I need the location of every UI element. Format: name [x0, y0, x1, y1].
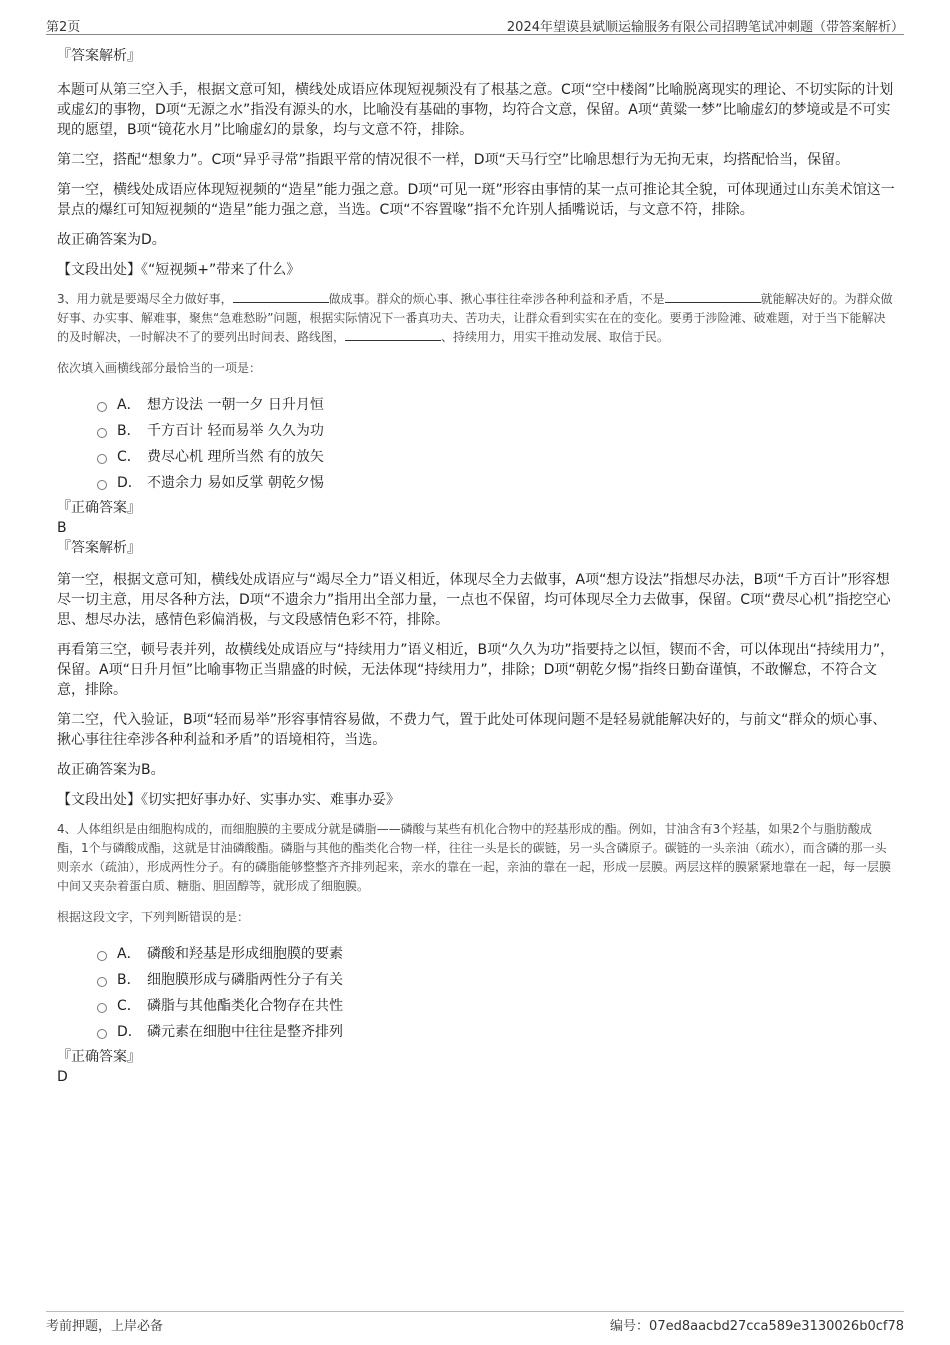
q2-analysis-label: 『答案解析』 — [57, 48, 141, 64]
document-title: 2024年望谟县斌顺运输服务有限公司招聘笔试冲刺题（带答案解析） — [506, 20, 904, 35]
q3-stem: 3、用力就是要竭尽全力做好事， 做成事。群众的烦心事、揪心事往往牵涉各种利益和矛盾，不是 就能解决好的。为群众做好事、办实事、解难事，聚焦“急难愁盼”问题，根据实际情况下一番真功夫、苦功夫，让群众看到实实在在的变化。要勇于涉险滩、破难题，对于当下能解决的及时解决，一时解决不了的要列出时间表、路线图， 、持续用力，用实干推动发展、取信于民。 — [57, 292, 893, 344]
q3-answer-statement: 故正确答案为B。 — [57, 762, 165, 778]
q3-option-c[interactable]: C． 费尽心机 理所当然 有的放矢 — [97, 444, 895, 470]
radio-icon[interactable] — [97, 454, 107, 464]
main-content — [57, 46, 895, 1087]
q4-options — [57, 941, 895, 1045]
q2-source: 【文段出处】《“短视频+”带来了什么》 — [57, 262, 301, 278]
q4-correct-answer: D — [57, 1069, 68, 1085]
page-footer — [46, 1311, 904, 1335]
q3-analysis-paragraph: 再看第三空，顿号表并列，故横线处成语应与“持续用力”语义相近，B项“久久为功”指要持之以恒，锲而不舍，可以体现出“持续用力”，保留。A项“日升月恒”比喻事物正当鼎盛的时候，无法体现“持续用力”，排除；D项“朝乾夕惕”指终日勤奋谨慎，不敢懈怠，不符合文意，排除。 — [57, 642, 895, 698]
page-number: 第2页 — [46, 20, 81, 35]
q2-answer-statement: 故正确答案为D。 — [57, 232, 166, 248]
radio-icon[interactable] — [97, 402, 107, 412]
radio-icon[interactable] — [97, 977, 107, 987]
footer-slogan: 考前押题，上岸必备 — [46, 1319, 164, 1334]
q3-correct-label: 『正确答案』 — [57, 500, 141, 516]
q4-option-b[interactable]: B． 细胞膜形成与磷脂两性分子有关 — [97, 967, 895, 993]
q3-analysis-paragraph: 第一空，根据文意可知，横线处成语应与“竭尽全力”语义相近，体现尽全力去做事，A项“想方设法”指想尽办法，B项“千方百计”形容想尽一切主意，用尽各种方法，D项“不遗余力”指用出全部力量，一点也不保留，均可体现尽全力去做事，保留。C项“费尽心机”指挖空心思、想尽办法，感情色彩偏消极，与文段感情色彩不符，排除。 — [57, 572, 891, 628]
q3-source: 【文段出处】《切实把好事办好、实事办实、难事办妥》 — [57, 792, 400, 808]
q4-correct-label: 『正确答案』 — [57, 1049, 141, 1065]
q3-options — [57, 392, 895, 496]
q2-analysis-paragraph: 第二空，搭配“想象力”。C项“异乎寻常”指跟平常的情况很不一样，D项“天马行空”比喻思想行为无拘无束，均搭配恰当，保留。 — [57, 152, 850, 168]
q3-option-b[interactable]: B． 千方百计 轻而易举 久久为功 — [97, 418, 895, 444]
q3-analysis-label: 『答案解析』 — [57, 540, 141, 556]
page-header — [46, 16, 904, 35]
radio-icon[interactable] — [97, 480, 107, 490]
q4-option-a[interactable]: A． 磷酸和羟基是形成细胞膜的要素 — [97, 941, 895, 967]
q3-prompt: 依次填入画横线部分最恰当的一项是： — [57, 361, 262, 375]
q4-option-c[interactable]: C． 磷脂与其他酯类化合物存在共性 — [97, 993, 895, 1019]
radio-icon[interactable] — [97, 428, 107, 438]
q4-option-d[interactable]: D． 磷元素在细胞中往往是整齐排列 — [97, 1019, 895, 1045]
q2-analysis-paragraph: 本题可从第三空入手，根据文意可知，横线处成语应体现短视频没有了根基之意。C项“空中楼阁”比喻脱离现实的理论、不切实际的计划或虚幻的事物，D项“无源之水”指没有源头的水，比喻没有基础的事物，均符合文意，保留。A项“黄粱一梦”比喻虚幻的梦境或是不可实现的愿望，B项“镜花水月”比喻虚幻的景象，均与文意不符，排除。 — [57, 82, 894, 138]
q3-option-d[interactable]: D． 不遗余力 易如反掌 朝乾夕惕 — [97, 470, 895, 496]
q3-analysis-paragraph: 第二空，代入验证，B项“轻而易举”形容事情容易做，不费力气，置于此处可体现问题不是轻易就能解决好的，与前文“群众的烦心事、揪心事往往牵涉各种利益和矛盾”的语境相符，当选。 — [57, 712, 887, 748]
q2-analysis-paragraph: 第一空，横线处成语应体现短视频的“造星”能力强之意。D项“可见一斑”形容由事情的某一点可推论其全貌，可体现通过山东美术馆这一景点的爆红可知短视频的“造星”能力强之意，当选。C项“不容置喙”指不允许别人插嘴说话，与文意不符，排除。 — [57, 182, 895, 218]
radio-icon[interactable] — [97, 951, 107, 961]
q4-stem: 4、人体组织是由细胞构成的，而细胞膜的主要成分就是磷脂——磷酸与某些有机化合物中的羟基形成的酯。例如，甘油含有3个羟基，如果2个与脂肪酸成酯，1个与磷酸成酯，这就是甘油磷酸酯。磷脂与其他的酯类化合物一样，往往一头是长的碳链，另一头含磷原子。碳链的一头亲油（疏水），而含磷的那一头则亲水（疏油），形成两性分子。有的磷脂能够整整齐齐排列起来，亲水的靠在一起，亲油的靠在一起，形成一层膜。两层这样的膜紧紧地靠在一起，每一层膜中间又夹杂着蛋白质、糖脂、胆固醇等，就形成了细胞膜。 — [57, 822, 892, 893]
radio-icon[interactable] — [97, 1029, 107, 1039]
q3-option-a[interactable]: A． 想方设法 一朝一夕 日升月恒 — [97, 392, 895, 418]
radio-icon[interactable] — [97, 1003, 107, 1013]
q3-correct-answer: B — [57, 520, 67, 536]
document-id: 编号：07ed8aacbd27cca589e3130026b0cf78 — [610, 1319, 904, 1334]
q4-prompt: 根据这段文字，下列判断错误的是： — [57, 910, 250, 924]
